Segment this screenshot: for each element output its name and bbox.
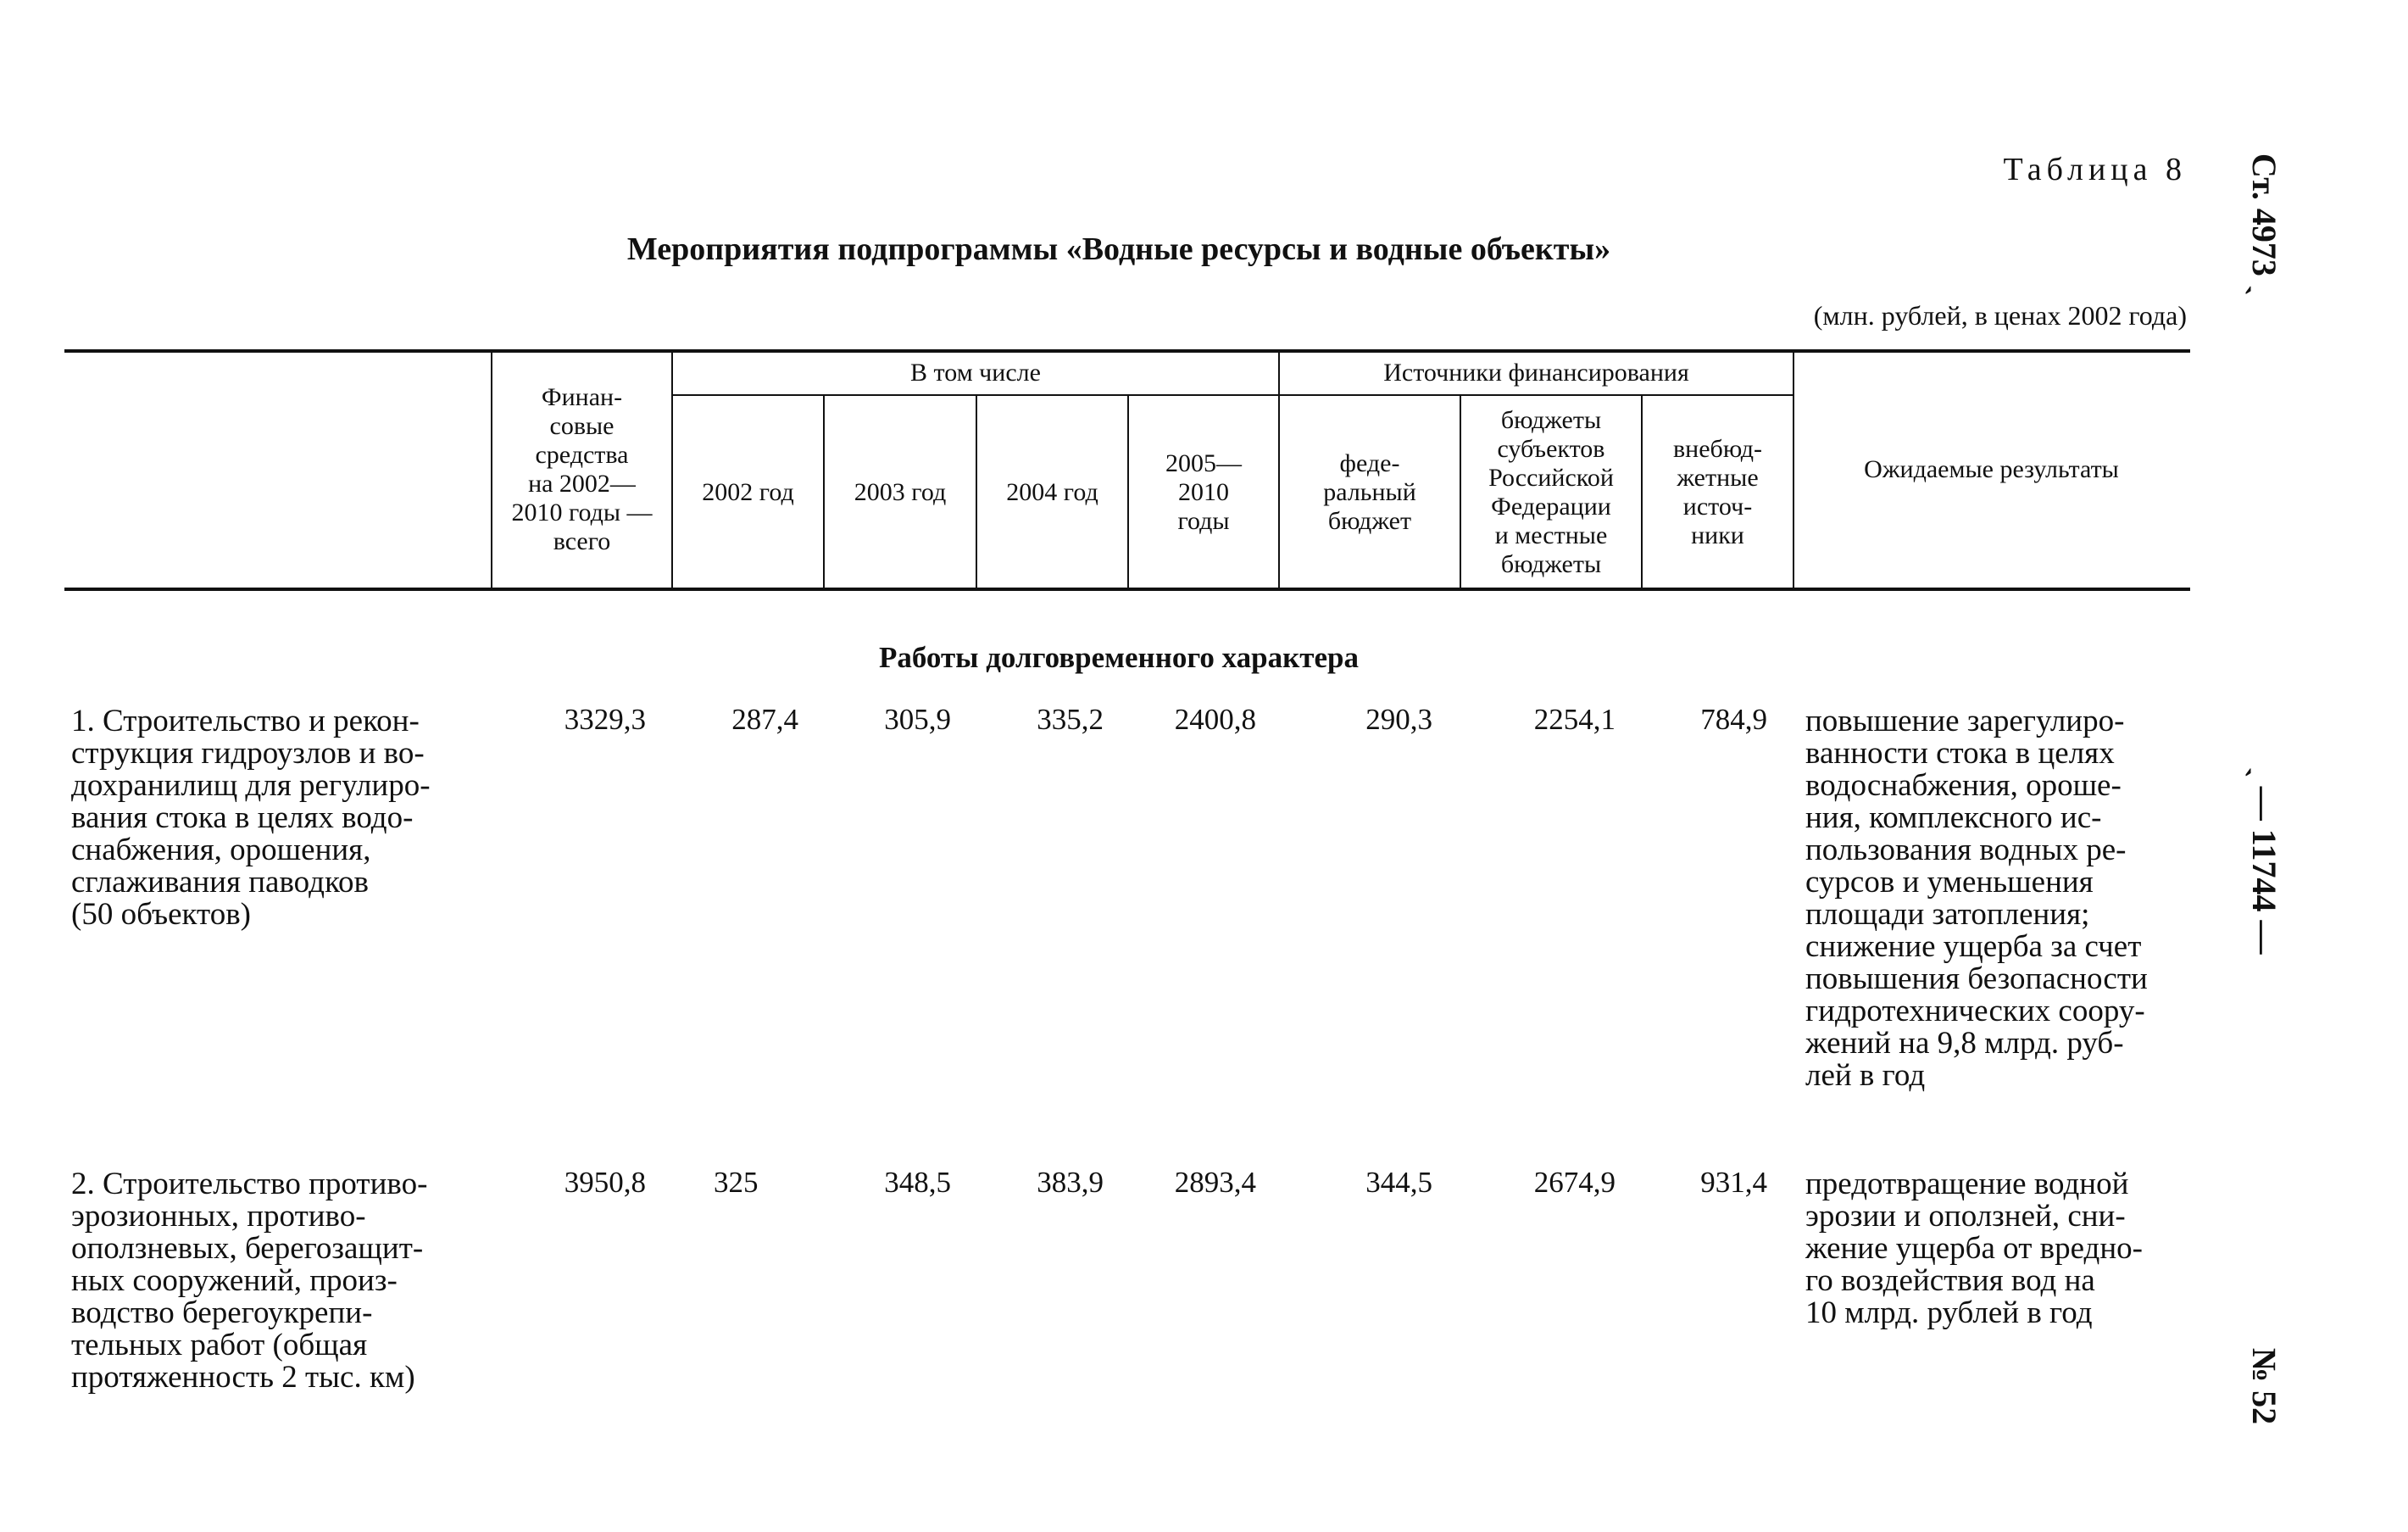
units-note: (млн. рублей, в ценах 2002 года)	[1813, 300, 2187, 331]
margin-page-number: ˎ — 11744 —	[2245, 766, 2283, 955]
cell-2004: 335,2	[1037, 703, 1104, 736]
header-results: Ожидаемые результаты	[1864, 454, 2119, 483]
cell-total: 3329,3	[564, 703, 646, 736]
margin-page-ref: Ст. 4973 ˎ	[2245, 153, 2283, 297]
header-2003: 2003 год	[854, 477, 947, 506]
table-title: Мероприятия подпрограммы «Водные ресурсы и водные объекты»	[626, 231, 1611, 267]
cell-2005-2010: 2400,8	[1174, 703, 1256, 736]
header-including-group: В том числе	[910, 359, 1041, 387]
cell-2002: 287,4	[731, 703, 798, 736]
header-offbudget: внебюд- жетные источ- ники	[1673, 434, 1762, 549]
cell-2004: 383,9	[1037, 1166, 1104, 1199]
cell-2003: 348,5	[884, 1166, 951, 1199]
row-description: 2. Строительство противо- эрозионных, противо- оползневых, берегозащит- ных сооружений, произ- водство берегоукрепи- тельных работ (общая протяженность 2 тыс. км)	[71, 1167, 428, 1395]
cell-regional: 2674,9	[1533, 1166, 1616, 1199]
cell-offbudget: 784,9	[1700, 703, 1767, 736]
header-2005-2010: 2005— 2010 годы	[1165, 448, 1242, 535]
cell-federal: 344,5	[1365, 1166, 1432, 1199]
table-number-label: Таблица 8	[2003, 152, 2187, 187]
cell-2005-2010: 2893,4	[1174, 1166, 1256, 1199]
row-expected-result: повышение зарегулиро- ванности стока в целях водоснабжения, ороше- ния, комплексного ис- пользования водных ре- сурсов и уменьшения площади затопления; снижение ущерба за счет повышения безопасности гидротехнических соору- жений на 9,8 млрд. руб- лей в год	[1805, 704, 2148, 1093]
margin-issue-number: № 52	[2245, 1347, 2283, 1425]
cell-offbudget: 931,4	[1700, 1166, 1767, 1199]
row-description: 1. Строительство и рекон- струкция гидроузлов и во- дохранилищ для регулиро- вания стока в целях водо- снабжения, орошения, сглаживания паводков (50 объектов)	[71, 704, 431, 932]
cell-federal: 290,3	[1365, 703, 1432, 736]
section-title: Работы долговременного характера	[879, 641, 1359, 674]
group-header-rule	[671, 394, 1793, 396]
cell-regional: 2254,1	[1533, 703, 1616, 736]
cell-2002: 325	[714, 1166, 759, 1199]
header-regional: бюджеты субъектов Российской Федерации и местные бюджеты	[1488, 405, 1614, 578]
cell-total: 3950,8	[564, 1166, 646, 1199]
header-2004: 2004 год	[1006, 477, 1098, 506]
row-expected-result: предотвращение водной эрозии и оползней, сни- жение ущерба от вредно- го воздействия вод на 10 млрд. рублей в год	[1805, 1167, 2143, 1330]
header-sources-group: Источники финансирования	[1383, 359, 1689, 387]
header-total: Финан- совые средства на 2002— 2010 годы — всего	[511, 382, 653, 555]
header-federal: феде- ральный бюджет	[1323, 448, 1416, 535]
header-2002: 2002 год	[702, 477, 794, 506]
cell-2003: 305,9	[884, 703, 951, 736]
